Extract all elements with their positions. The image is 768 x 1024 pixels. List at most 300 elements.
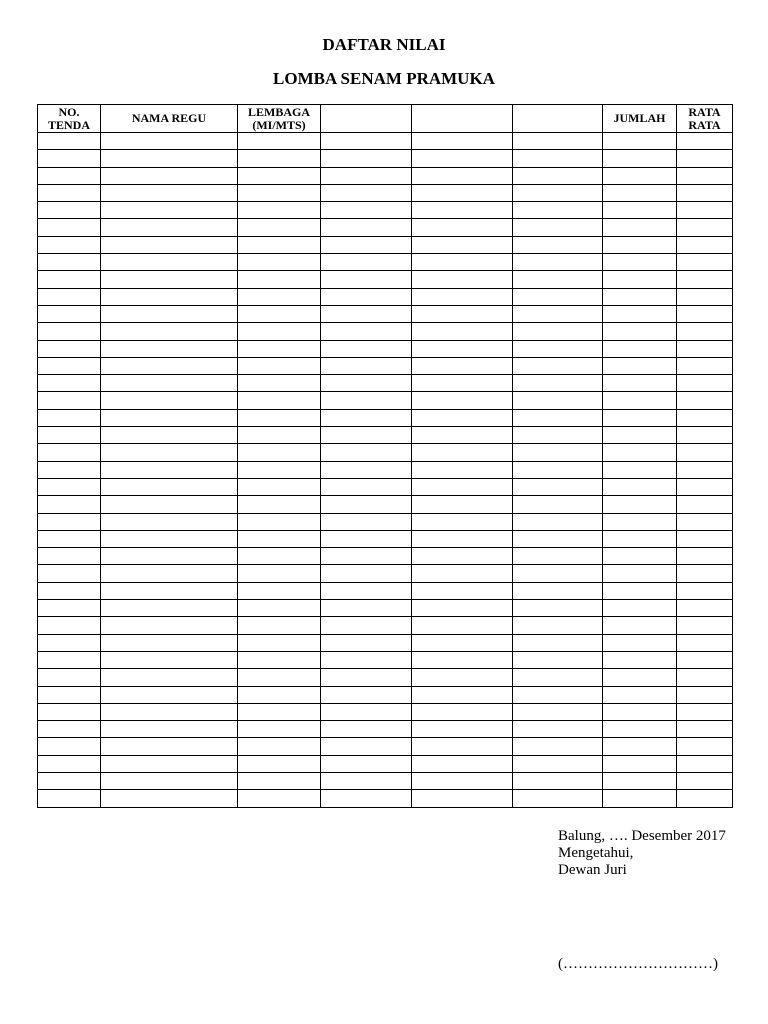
table-cell bbox=[677, 288, 733, 305]
table-cell bbox=[603, 703, 677, 720]
table-cell bbox=[412, 496, 513, 513]
table-cell bbox=[677, 721, 733, 738]
table-cell bbox=[321, 686, 412, 703]
table-cell bbox=[238, 738, 321, 755]
table-cell bbox=[101, 582, 238, 599]
table-cell bbox=[513, 133, 603, 150]
table-cell bbox=[677, 167, 733, 184]
table-cell bbox=[603, 582, 677, 599]
table-cell bbox=[603, 236, 677, 253]
table-header-row bbox=[38, 105, 733, 133]
table-cell bbox=[101, 530, 238, 547]
table-cell bbox=[238, 721, 321, 738]
table-cell bbox=[677, 150, 733, 167]
table-cell bbox=[38, 288, 101, 305]
table-cell bbox=[603, 357, 677, 374]
table-cell bbox=[101, 634, 238, 651]
table-cell bbox=[101, 548, 238, 565]
table-cell bbox=[513, 357, 603, 374]
table-cell bbox=[677, 530, 733, 547]
table-cell bbox=[412, 427, 513, 444]
table-cell bbox=[38, 548, 101, 565]
table-cell bbox=[513, 478, 603, 495]
table-cell bbox=[412, 634, 513, 651]
table-cell bbox=[321, 202, 412, 219]
table-cell bbox=[603, 686, 677, 703]
table-cell bbox=[603, 478, 677, 495]
table-cell bbox=[321, 427, 412, 444]
table-cell bbox=[321, 409, 412, 426]
table-cell bbox=[238, 444, 321, 461]
table-cell bbox=[101, 738, 238, 755]
document-title: DAFTAR NILAI bbox=[322, 35, 446, 54]
table-cell bbox=[321, 236, 412, 253]
table-cell bbox=[412, 392, 513, 409]
table-cell bbox=[603, 202, 677, 219]
table-cell bbox=[677, 219, 733, 236]
table-cell bbox=[101, 340, 238, 357]
table-cell bbox=[603, 184, 677, 201]
table-cell bbox=[677, 755, 733, 772]
table-cell bbox=[412, 323, 513, 340]
header-jumlah bbox=[603, 105, 677, 133]
table-cell bbox=[412, 703, 513, 720]
table-cell bbox=[101, 721, 238, 738]
table-cell bbox=[101, 513, 238, 530]
table-cell bbox=[321, 392, 412, 409]
table-cell bbox=[513, 738, 603, 755]
table-cell bbox=[38, 133, 101, 150]
table-row bbox=[38, 323, 733, 340]
table-cell bbox=[603, 634, 677, 651]
table-cell bbox=[513, 582, 603, 599]
table-cell bbox=[321, 271, 412, 288]
table-cell bbox=[677, 548, 733, 565]
table-cell bbox=[677, 790, 733, 807]
table-cell bbox=[412, 686, 513, 703]
table-cell bbox=[603, 271, 677, 288]
table-row bbox=[38, 738, 733, 755]
table-cell bbox=[38, 565, 101, 582]
table-cell bbox=[677, 323, 733, 340]
table-cell bbox=[603, 651, 677, 668]
table-cell bbox=[238, 686, 321, 703]
table-cell bbox=[412, 721, 513, 738]
table-cell bbox=[238, 513, 321, 530]
table-cell bbox=[321, 150, 412, 167]
table-cell bbox=[321, 133, 412, 150]
table-cell bbox=[677, 617, 733, 634]
table-cell bbox=[321, 478, 412, 495]
table-cell bbox=[238, 651, 321, 668]
table-cell bbox=[38, 651, 101, 668]
table-cell bbox=[38, 444, 101, 461]
table-cell bbox=[321, 600, 412, 617]
table-cell bbox=[38, 409, 101, 426]
table-row bbox=[38, 150, 733, 167]
table-cell bbox=[603, 755, 677, 772]
table-cell bbox=[412, 617, 513, 634]
table-cell bbox=[513, 427, 603, 444]
table-cell bbox=[513, 236, 603, 253]
table-cell bbox=[101, 755, 238, 772]
table-cell bbox=[101, 150, 238, 167]
table-cell bbox=[238, 133, 321, 150]
table-cell bbox=[101, 167, 238, 184]
table-cell bbox=[513, 409, 603, 426]
table-cell bbox=[101, 323, 238, 340]
table-cell bbox=[101, 288, 238, 305]
table-cell bbox=[238, 357, 321, 374]
table-cell bbox=[38, 219, 101, 236]
table-cell bbox=[38, 461, 101, 478]
table-cell bbox=[603, 530, 677, 547]
table-row bbox=[38, 478, 733, 495]
table-cell bbox=[513, 340, 603, 357]
table-cell bbox=[677, 444, 733, 461]
table-cell bbox=[412, 651, 513, 668]
table-cell bbox=[101, 236, 238, 253]
table-cell bbox=[238, 703, 321, 720]
header-no-tenda-line1: NO. bbox=[58, 104, 80, 119]
table-cell bbox=[321, 444, 412, 461]
table-row bbox=[38, 375, 733, 392]
table-cell bbox=[101, 703, 238, 720]
table-cell bbox=[321, 738, 412, 755]
header-jumlah-label: JUMLAH bbox=[613, 111, 666, 125]
table-cell bbox=[101, 600, 238, 617]
table-cell bbox=[238, 184, 321, 201]
table-cell bbox=[603, 340, 677, 357]
table-cell bbox=[412, 375, 513, 392]
table-row bbox=[38, 236, 733, 253]
table-row bbox=[38, 772, 733, 789]
table-cell bbox=[321, 755, 412, 772]
table-body bbox=[38, 133, 733, 808]
table-cell bbox=[101, 133, 238, 150]
table-cell bbox=[677, 496, 733, 513]
table-row bbox=[38, 617, 733, 634]
table-cell bbox=[603, 461, 677, 478]
table-cell bbox=[603, 496, 677, 513]
table-cell bbox=[321, 790, 412, 807]
header-nama-regu-label: NAMA REGU bbox=[131, 111, 207, 125]
table-cell bbox=[513, 323, 603, 340]
table-cell bbox=[321, 703, 412, 720]
table-row bbox=[38, 669, 733, 686]
table-cell bbox=[603, 738, 677, 755]
table-row bbox=[38, 167, 733, 184]
table-cell bbox=[412, 444, 513, 461]
table-cell bbox=[513, 634, 603, 651]
table-cell bbox=[238, 323, 321, 340]
table-cell bbox=[677, 651, 733, 668]
table-cell bbox=[238, 582, 321, 599]
table-cell bbox=[321, 772, 412, 789]
table-cell bbox=[101, 184, 238, 201]
table-cell bbox=[412, 461, 513, 478]
table-cell bbox=[412, 738, 513, 755]
table-cell bbox=[412, 409, 513, 426]
table-cell bbox=[321, 530, 412, 547]
signature-place-date: Balung, …. Desember 2017 bbox=[558, 828, 726, 844]
table-cell bbox=[603, 617, 677, 634]
table-row bbox=[38, 340, 733, 357]
table-cell bbox=[321, 617, 412, 634]
table-cell bbox=[677, 340, 733, 357]
table-cell bbox=[513, 790, 603, 807]
table-cell bbox=[38, 478, 101, 495]
table-cell bbox=[321, 513, 412, 530]
table-cell bbox=[238, 288, 321, 305]
table-cell bbox=[412, 340, 513, 357]
table-cell bbox=[513, 375, 603, 392]
table-row bbox=[38, 461, 733, 478]
table-cell bbox=[238, 790, 321, 807]
table-cell bbox=[513, 150, 603, 167]
table-cell bbox=[238, 530, 321, 547]
table-cell bbox=[321, 582, 412, 599]
table-cell bbox=[677, 513, 733, 530]
table-cell bbox=[677, 461, 733, 478]
header-no-tenda-line2: TENDA bbox=[47, 117, 90, 132]
table-cell bbox=[677, 236, 733, 253]
table-cell bbox=[513, 530, 603, 547]
table-cell bbox=[38, 427, 101, 444]
table-cell bbox=[38, 236, 101, 253]
table-cell bbox=[603, 375, 677, 392]
table-cell bbox=[412, 600, 513, 617]
table-cell bbox=[238, 617, 321, 634]
table-cell bbox=[238, 427, 321, 444]
table-cell bbox=[677, 305, 733, 322]
table-cell bbox=[38, 184, 101, 201]
table-cell bbox=[238, 461, 321, 478]
table-cell bbox=[412, 254, 513, 271]
signature-name-placeholder: (…………………………) bbox=[558, 956, 718, 972]
table-row bbox=[38, 409, 733, 426]
table-cell bbox=[412, 288, 513, 305]
table-cell bbox=[677, 686, 733, 703]
table-cell bbox=[238, 409, 321, 426]
table-cell bbox=[101, 565, 238, 582]
table-cell bbox=[38, 496, 101, 513]
table-row bbox=[38, 703, 733, 720]
signature-role: Dewan Juri bbox=[558, 862, 627, 878]
table-row bbox=[38, 202, 733, 219]
table-cell bbox=[412, 548, 513, 565]
table-cell bbox=[101, 357, 238, 374]
table-cell bbox=[101, 305, 238, 322]
table-row bbox=[38, 392, 733, 409]
table-cell bbox=[677, 703, 733, 720]
table-cell bbox=[513, 254, 603, 271]
table-cell bbox=[513, 565, 603, 582]
table-cell bbox=[412, 271, 513, 288]
table-cell bbox=[38, 357, 101, 374]
table-cell bbox=[238, 305, 321, 322]
table-cell bbox=[38, 513, 101, 530]
score-table bbox=[37, 104, 733, 808]
table-cell bbox=[412, 669, 513, 686]
table-row bbox=[38, 565, 733, 582]
table-row bbox=[38, 513, 733, 530]
table-cell bbox=[101, 790, 238, 807]
table-cell bbox=[238, 392, 321, 409]
header-no-tenda bbox=[38, 105, 101, 133]
table-row bbox=[38, 184, 733, 201]
table-cell bbox=[513, 617, 603, 634]
table-cell bbox=[238, 669, 321, 686]
table-cell bbox=[238, 271, 321, 288]
table-cell bbox=[238, 565, 321, 582]
table-cell bbox=[513, 496, 603, 513]
table-cell bbox=[101, 496, 238, 513]
table-cell bbox=[101, 375, 238, 392]
table-cell bbox=[412, 202, 513, 219]
table-cell bbox=[238, 340, 321, 357]
table-cell bbox=[38, 167, 101, 184]
table-row bbox=[38, 790, 733, 807]
table-cell bbox=[603, 790, 677, 807]
table-cell bbox=[38, 721, 101, 738]
table-cell bbox=[101, 271, 238, 288]
table-cell bbox=[321, 565, 412, 582]
table-cell bbox=[321, 340, 412, 357]
table-row bbox=[38, 427, 733, 444]
table-cell bbox=[321, 357, 412, 374]
table-cell bbox=[677, 669, 733, 686]
table-cell bbox=[412, 790, 513, 807]
table-cell bbox=[321, 254, 412, 271]
header-lembaga bbox=[238, 105, 321, 133]
table-row bbox=[38, 686, 733, 703]
table-row bbox=[38, 721, 733, 738]
table-cell bbox=[321, 496, 412, 513]
table-cell bbox=[321, 721, 412, 738]
table-cell bbox=[321, 184, 412, 201]
table-cell bbox=[603, 305, 677, 322]
table-cell bbox=[101, 461, 238, 478]
table-cell bbox=[238, 634, 321, 651]
table-cell bbox=[513, 651, 603, 668]
table-cell bbox=[412, 565, 513, 582]
table-cell bbox=[101, 202, 238, 219]
table-row bbox=[38, 755, 733, 772]
table-cell bbox=[677, 738, 733, 755]
table-cell bbox=[238, 202, 321, 219]
table-cell bbox=[513, 444, 603, 461]
table-cell bbox=[321, 305, 412, 322]
table-cell bbox=[38, 392, 101, 409]
table-row bbox=[38, 357, 733, 374]
table-row bbox=[38, 288, 733, 305]
table-cell bbox=[677, 409, 733, 426]
header-blank-3 bbox=[513, 105, 603, 133]
table-cell bbox=[603, 167, 677, 184]
table-cell bbox=[677, 478, 733, 495]
table-cell bbox=[38, 790, 101, 807]
table-cell bbox=[513, 703, 603, 720]
table-cell bbox=[677, 357, 733, 374]
table-cell bbox=[101, 669, 238, 686]
table-cell bbox=[603, 219, 677, 236]
table-row bbox=[38, 271, 733, 288]
table-cell bbox=[513, 755, 603, 772]
table-cell bbox=[677, 392, 733, 409]
table-cell bbox=[603, 600, 677, 617]
table-cell bbox=[412, 772, 513, 789]
table-row bbox=[38, 530, 733, 547]
table-cell bbox=[321, 461, 412, 478]
table-cell bbox=[101, 772, 238, 789]
table-cell bbox=[412, 236, 513, 253]
table-row bbox=[38, 548, 733, 565]
table-cell bbox=[38, 340, 101, 357]
table-cell bbox=[412, 219, 513, 236]
table-cell bbox=[321, 288, 412, 305]
table-cell bbox=[412, 478, 513, 495]
table-cell bbox=[513, 288, 603, 305]
table-cell bbox=[101, 409, 238, 426]
table-cell bbox=[412, 755, 513, 772]
table-row bbox=[38, 444, 733, 461]
table-cell bbox=[677, 565, 733, 582]
table-cell bbox=[603, 254, 677, 271]
table-cell bbox=[38, 634, 101, 651]
table-cell bbox=[321, 167, 412, 184]
table-cell bbox=[677, 427, 733, 444]
table-cell bbox=[101, 617, 238, 634]
table-cell bbox=[603, 427, 677, 444]
table-cell bbox=[38, 305, 101, 322]
table-cell bbox=[38, 686, 101, 703]
table-cell bbox=[513, 202, 603, 219]
table-cell bbox=[238, 755, 321, 772]
table-cell bbox=[38, 617, 101, 634]
table-cell bbox=[38, 254, 101, 271]
table-cell bbox=[238, 254, 321, 271]
table-cell bbox=[238, 478, 321, 495]
table-row bbox=[38, 254, 733, 271]
table-cell bbox=[38, 703, 101, 720]
table-cell bbox=[238, 772, 321, 789]
table-cell bbox=[38, 600, 101, 617]
table-cell bbox=[412, 530, 513, 547]
table-cell bbox=[513, 686, 603, 703]
table-cell bbox=[677, 600, 733, 617]
table-cell bbox=[603, 133, 677, 150]
table-cell bbox=[513, 392, 603, 409]
table-cell bbox=[321, 323, 412, 340]
table-cell bbox=[677, 133, 733, 150]
table-cell bbox=[101, 444, 238, 461]
header-blank-1 bbox=[321, 105, 412, 133]
table-cell bbox=[513, 600, 603, 617]
table-cell bbox=[677, 634, 733, 651]
table-cell bbox=[321, 651, 412, 668]
table-row bbox=[38, 496, 733, 513]
table-cell bbox=[513, 772, 603, 789]
table-cell bbox=[603, 669, 677, 686]
table-cell bbox=[513, 271, 603, 288]
table-cell bbox=[321, 669, 412, 686]
table-row bbox=[38, 133, 733, 150]
header-rata-rata-line1: RATA bbox=[688, 104, 721, 119]
header-rata-rata bbox=[677, 105, 733, 133]
table-cell bbox=[101, 651, 238, 668]
table-cell bbox=[38, 738, 101, 755]
